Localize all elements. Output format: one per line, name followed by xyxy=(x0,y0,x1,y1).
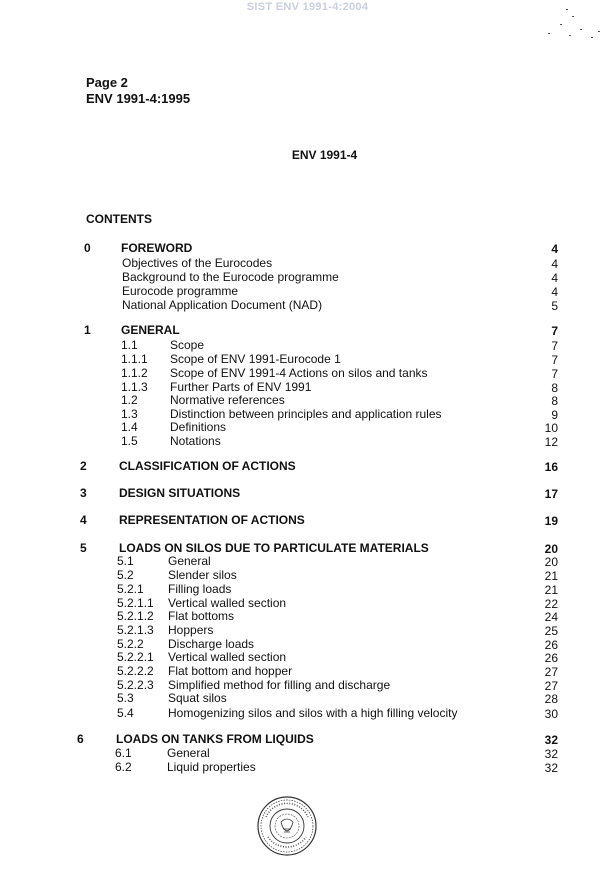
toc-title: Background to the Eurocode programme xyxy=(122,270,339,284)
toc-title: CLASSIFICATION OF ACTIONS xyxy=(119,459,296,473)
page-number: Page 2 xyxy=(86,75,128,90)
toc-section-number: 4 xyxy=(80,513,87,527)
toc-title: Simplified method for filling and discharge xyxy=(168,678,391,692)
toc-section xyxy=(0,541,615,555)
toc-title: Squat silos xyxy=(168,691,227,705)
toc-item-number: 5.2.1.1 xyxy=(117,596,154,610)
toc-title: Discharge loads xyxy=(168,637,255,651)
toc-item-number: 5.2.2.2 xyxy=(117,664,154,678)
toc-item-number: 5.2.2.1 xyxy=(117,650,154,664)
toc-item xyxy=(0,298,615,312)
toc-item-number: 1.5 xyxy=(121,434,138,448)
institute-seal-icon xyxy=(256,795,318,857)
toc-title: FOREWORD xyxy=(121,241,193,255)
watermark: SIST ENV 1991-4:2004 xyxy=(246,1,369,13)
toc-page-number: 26 xyxy=(544,638,558,652)
toc-title: Further Parts of ENV 1991 xyxy=(170,380,312,394)
toc-page-number: 17 xyxy=(544,487,558,501)
toc-page-number: 12 xyxy=(544,435,558,449)
toc-item-number: 5.2.2.3 xyxy=(117,678,154,692)
toc-page-number: 20 xyxy=(544,542,558,556)
toc-item xyxy=(0,270,615,284)
toc-item xyxy=(0,582,615,596)
toc-title: Normative references xyxy=(170,393,285,407)
toc-section xyxy=(0,323,615,337)
toc-item-number: 1.3 xyxy=(121,407,138,421)
toc-item-number: 1.2 xyxy=(121,393,138,407)
toc-title: Scope xyxy=(170,338,205,352)
toc-section-number: 3 xyxy=(80,486,87,500)
toc-page-number: 4 xyxy=(551,257,558,271)
contents-heading: CONTENTS xyxy=(86,212,152,226)
toc-item xyxy=(0,650,615,664)
toc-item-number: 1.4 xyxy=(121,420,138,434)
toc-item xyxy=(0,284,615,298)
toc-item xyxy=(0,366,615,380)
toc-title: National Application Document (NAD) xyxy=(122,298,323,312)
toc-title: Liquid properties xyxy=(167,760,256,774)
toc-title: Vertical walled section xyxy=(168,650,287,664)
toc-title: LOADS ON TANKS FROM LIQUIDS xyxy=(116,732,314,746)
standard-reference: ENV 1991-4:1995 xyxy=(86,91,191,106)
toc-item-number: 5.1 xyxy=(117,554,134,568)
toc-section-number: 5 xyxy=(80,541,87,555)
toc-item xyxy=(0,609,615,623)
toc-title: DESIGN SITUATIONS xyxy=(119,486,241,500)
toc-page-number: 24 xyxy=(544,610,558,624)
toc-item xyxy=(0,338,615,352)
toc-title: Vertical walled section xyxy=(168,596,287,610)
toc-title: Flat bottom and hopper xyxy=(168,664,293,678)
toc-item xyxy=(0,664,615,678)
toc-title: Eurocode programme xyxy=(122,284,239,298)
toc-page-number: 9 xyxy=(551,408,558,422)
toc-page-number: 25 xyxy=(544,624,558,638)
toc-page-number: 27 xyxy=(544,679,558,693)
toc-item xyxy=(0,554,615,568)
toc-item-number: 6.1 xyxy=(115,746,132,760)
toc-item-number: 5.2.1.3 xyxy=(117,623,154,637)
toc-page-number: 28 xyxy=(544,692,558,706)
toc-item xyxy=(0,637,615,651)
toc-title: Hoppers xyxy=(168,623,214,637)
toc-item xyxy=(0,407,615,421)
toc-item-number: 5.2.1 xyxy=(117,582,144,596)
toc-title: General xyxy=(168,554,211,568)
toc-section xyxy=(0,241,615,255)
toc-title: LOADS ON SILOS DUE TO PARTICULATE MATERIALS xyxy=(119,541,429,555)
toc-item-number: 5.2.1.2 xyxy=(117,609,154,623)
toc-page-number: 16 xyxy=(544,460,558,474)
toc-item xyxy=(0,256,615,270)
toc-item-number: 1.1.1 xyxy=(121,352,148,366)
toc-item xyxy=(0,746,615,760)
toc-page-number: 19 xyxy=(544,514,558,528)
toc-section xyxy=(0,513,615,527)
toc-section-number: 6 xyxy=(77,732,84,746)
toc-page-number: 7 xyxy=(551,324,558,338)
document-title: ENV 1991-4 xyxy=(291,148,358,162)
toc-page-number: 32 xyxy=(544,733,558,747)
toc-item-number: 1.1 xyxy=(121,338,138,352)
toc-page-number: 21 xyxy=(544,569,558,583)
toc-section-number: 1 xyxy=(84,323,91,337)
toc-page-number: 22 xyxy=(544,597,558,611)
toc-title: Objectives of the Eurocodes xyxy=(122,256,273,270)
toc-title: Notations xyxy=(170,434,221,448)
toc-item xyxy=(0,568,615,582)
toc-title: Scope of ENV 1991-4 Actions on silos and tanks xyxy=(170,366,428,380)
toc-item xyxy=(0,678,615,692)
toc-page-number: 32 xyxy=(544,747,558,761)
toc-page-number: 27 xyxy=(544,665,558,679)
toc-item xyxy=(0,352,615,366)
toc-title: GENERAL xyxy=(121,323,180,337)
toc-page-number: 8 xyxy=(551,381,558,395)
toc-page-number: 7 xyxy=(551,339,558,353)
toc-title: REPRESENTATION OF ACTIONS xyxy=(119,513,305,527)
toc-item xyxy=(0,393,615,407)
toc-item xyxy=(0,420,615,434)
toc-item xyxy=(0,623,615,637)
toc-section xyxy=(0,732,615,746)
toc-page-number: 30 xyxy=(544,707,558,721)
toc-title: Flat bottoms xyxy=(168,609,235,623)
toc-page-number: 7 xyxy=(551,367,558,381)
toc-title: Slender silos xyxy=(168,568,237,582)
toc-title: General xyxy=(167,746,210,760)
toc-item-number: 5.4 xyxy=(117,706,134,720)
toc-title: Distinction between principles and application rules xyxy=(170,407,442,421)
toc-title: Definitions xyxy=(170,420,227,434)
toc-item-number: 1.1.3 xyxy=(121,380,148,394)
toc-item-number: 5.2 xyxy=(117,568,134,582)
toc-title: Scope of ENV 1991-Eurocode 1 xyxy=(170,352,341,366)
toc-section xyxy=(0,486,615,500)
toc-section-number: 2 xyxy=(80,459,87,473)
toc-page-number: 26 xyxy=(544,651,558,665)
toc-section-number: 0 xyxy=(84,241,91,255)
toc-page-number: 21 xyxy=(544,583,558,597)
toc-item xyxy=(0,380,615,394)
toc-item xyxy=(0,434,615,448)
toc-item-number: 1.1.2 xyxy=(121,366,148,380)
toc-item xyxy=(0,760,615,774)
toc-title: Filling loads xyxy=(168,582,232,596)
toc-section xyxy=(0,459,615,473)
toc-item-number: 5.3 xyxy=(117,691,134,705)
toc-page-number: 8 xyxy=(551,394,558,408)
toc-item-number: 6.2 xyxy=(115,760,132,774)
toc-item xyxy=(0,691,615,705)
toc-page-number: 20 xyxy=(544,555,558,569)
toc-page-number: 10 xyxy=(544,421,558,435)
toc-page-number: 5 xyxy=(551,299,558,313)
toc-item-number: 5.2.2 xyxy=(117,637,144,651)
toc-page-number: 4 xyxy=(551,285,558,299)
toc-page-number: 4 xyxy=(551,242,558,256)
toc-title: Homogenizing silos and silos with a high filling velocity xyxy=(168,706,458,720)
toc-item xyxy=(0,706,615,720)
toc-page-number: 7 xyxy=(551,353,558,367)
toc-page-number: 4 xyxy=(551,271,558,285)
toc-item xyxy=(0,596,615,610)
toc-page-number: 32 xyxy=(544,761,558,775)
